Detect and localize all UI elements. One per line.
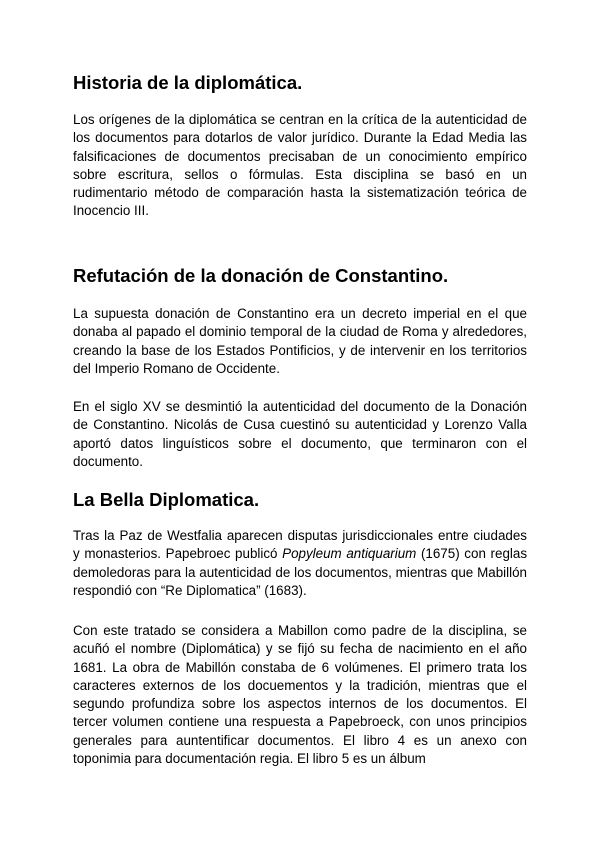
paragraph-westfalia-text-end: (1675) con reglas demoledoras para la autenticidad de los documentos, mientras que Mabillón respondió con “Re Diplomatica” (1683). xyxy=(73,546,528,598)
paragraph-westfalia xyxy=(73,527,527,600)
paragraph-siglo-xv: En el siglo XV se desmintió la autenticidad del documento de la Donación de Constantino. Nicolás de Cusa cuestinó su autenticidad y Lorenzo Valla aportó datos linguísticos sobre el documento, que terminaron con el documento. xyxy=(73,399,527,469)
paragraph-mabillon: Con este tratado se considera a Mabillon como padre de la disciplina, se acuñó el nombre (Diplomática) y se fijó su fecha de nacimiento en el año 1681. La obra de Mabillón constaba de 6 volúmenes. El primero trata los caracteres externos de los docuementos y la tradición, mientras que el segundo profundiza sobre los aspectos internos de los documentos. El tercer volumen contiene una respuesta a Papebroeck, con unos principios generales para auntentificar documentos. El libro 4 es un anexo con toponimia para documentación regia. El libro 5 es un álbum xyxy=(73,623,527,767)
paragraph-historia: Los orígenes de la diplomática se centran en la crítica de la autenticidad de los documentos para dotarlos de valor jurídico. Durante la Edad Media las falsificaciones de documentos precisaban de un conocimiento empírico sobre escritura, sellos o fórmulas. Esta disciplina se basó en un rudimentario método de comparación hasta la sistematización teórica de Inocencio III. xyxy=(73,112,527,219)
book-title-popyleum: Popyleum antiquarium xyxy=(282,546,417,562)
paragraph-donacion: La supuesta donación de Constantino era un decreto imperial en el que donaba al papado el dominio temporal de la ciudad de Roma y alrededores, creando la base de los Estados Pontificios, y de intervenir en los territorios del Imperio Romano de Occidente. xyxy=(73,306,527,376)
paragraph-westfalia-text-start: Tras la Paz de Westfalia aparecen disputas jurisdiccionales entre ciudades y monasterios. Papebroec publicó xyxy=(73,528,527,562)
section-title-refutacion: Refutación de la donación de Constantino. xyxy=(73,265,449,286)
section-title-bella-diplomatica: La Bella Diplomatica. xyxy=(73,489,260,510)
section-title-historia: Historia de la diplomática. xyxy=(73,72,303,93)
